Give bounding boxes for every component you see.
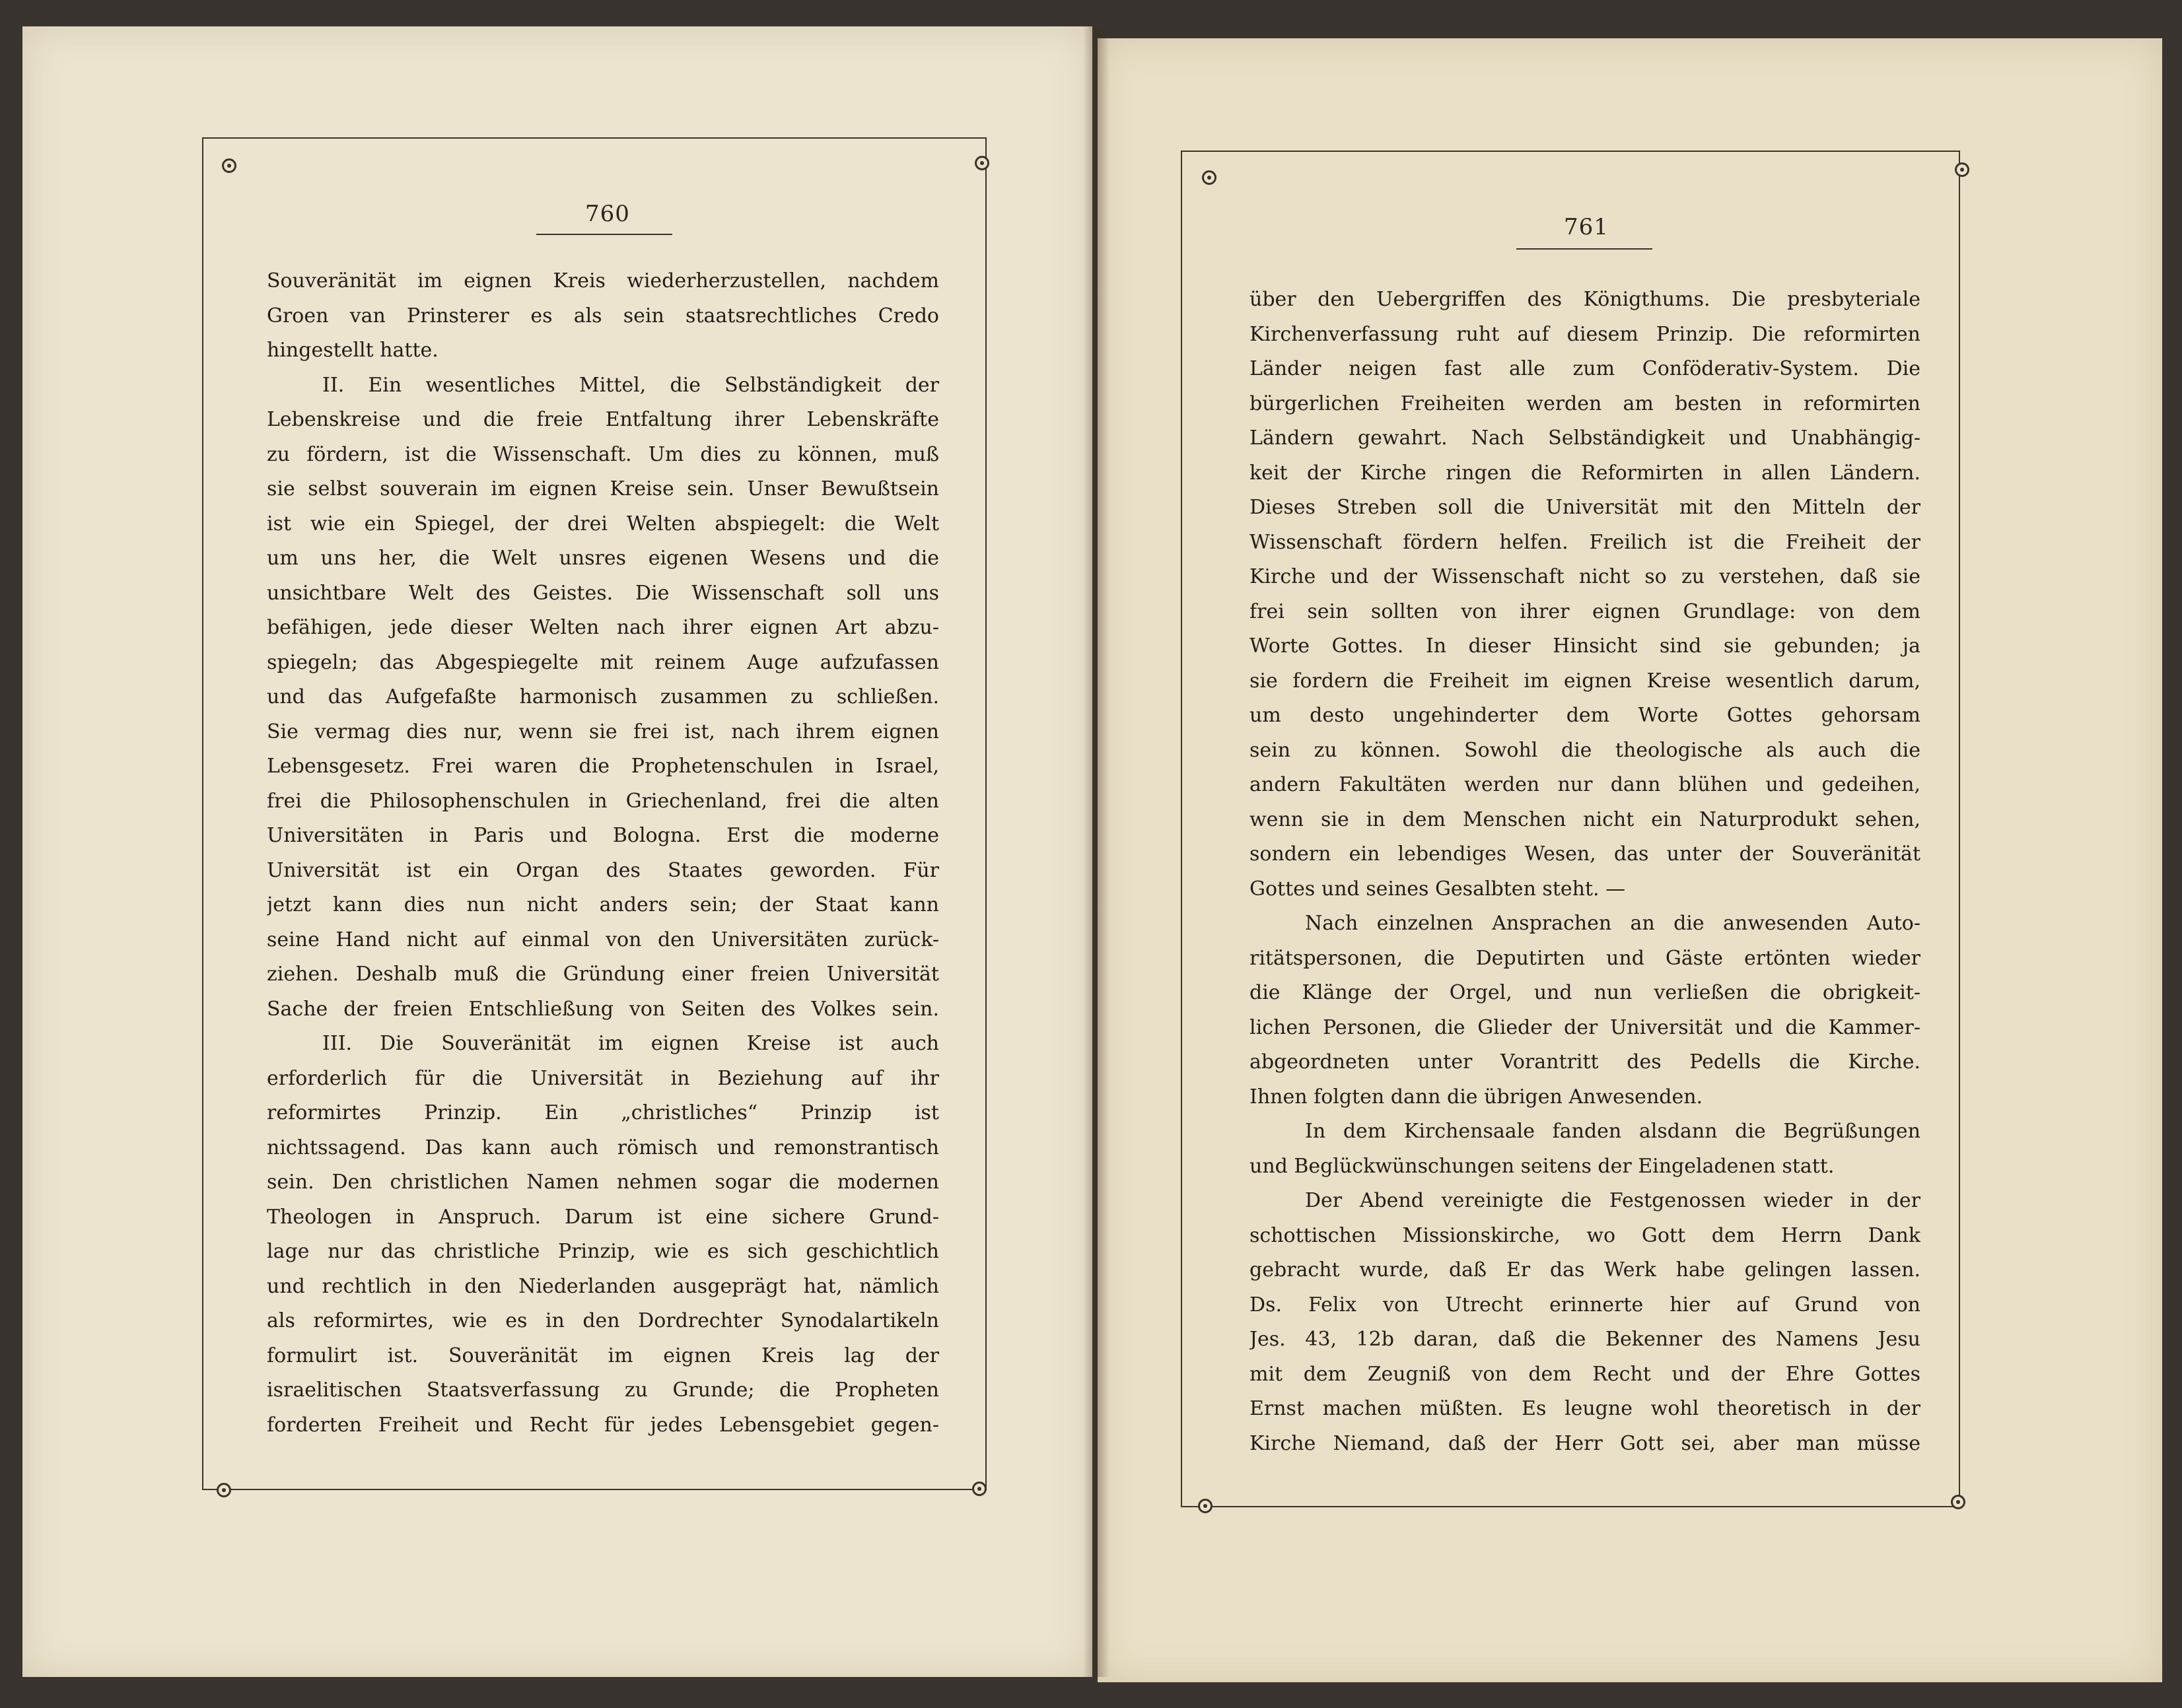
corner-ornament-icon xyxy=(975,156,989,170)
text-line: schottischen Missionskirche, wo Gott dem Herrn Dank xyxy=(1249,1223,1920,1247)
text-line: ritätspersonen, die Deputirten und Gäste ertönten wieder xyxy=(1249,946,1920,970)
text-line: Kirche Niemand, daß der Herr Gott sei, aber man müsse xyxy=(1249,1431,1920,1455)
text-line: Ihnen folgten dann die übrigen Anwesenden. xyxy=(1249,1085,1703,1109)
text-line: Dieses Streben soll die Universität mit den Mitteln der xyxy=(1249,496,1920,519)
text-line: Souveränität im eignen Kreis wiederherzustellen, nachdem xyxy=(267,269,939,292)
text-line: wenn sie in dem Menschen nicht ein Naturprodukt sehen, xyxy=(1249,807,1920,831)
text-line: sein. Den christlichen Namen nehmen sogar die modernen xyxy=(267,1171,939,1194)
text-line: Nach einzelnen Ansprachen an die anwesenden Auto- xyxy=(1305,912,1920,935)
corner-ornament-icon xyxy=(1198,1499,1213,1513)
text-line: formulirt ist. Souveränität im eignen Kreis lag der xyxy=(267,1344,939,1367)
text-line: In dem Kirchensaale fanden alsdann die Begrüßungen xyxy=(1305,1120,1920,1143)
corner-ornament-icon xyxy=(1951,1495,1965,1509)
text-line: Ernst machen müßten. Es leugne wohl theoretisch in der xyxy=(1249,1397,1920,1420)
corner-ornament-icon xyxy=(217,1483,231,1497)
text-line: um uns her, die Welt unsres eigenen Wesens und die xyxy=(267,547,939,570)
text-line: Ländern gewahrt. Nach Selbständigkeit und Unabhängig- xyxy=(1249,427,1920,450)
text-line: Theologen in Anspruch. Darum ist eine sichere Grund- xyxy=(267,1205,939,1229)
corner-ornament-icon xyxy=(222,158,236,173)
text-line: zu fördern, ist die Wissenschaft. Um dies zu können, muß xyxy=(267,442,939,466)
text-line: erforderlich für die Universität in Beziehung auf ihr xyxy=(267,1066,939,1090)
page-number-rule-right xyxy=(1516,248,1652,250)
text-line: frei sein sollten von ihrer eignen Grundlage: von dem xyxy=(1249,599,1920,623)
text-line: Jes. 43, 12b daran, daß die Bekenner des Namens Jesu xyxy=(1249,1328,1920,1351)
text-line: lichen Personen, die Glieder der Universität und die Kammer- xyxy=(1249,1015,1920,1039)
right-page-text xyxy=(1249,283,1920,1461)
book-gutter xyxy=(1083,26,1109,1677)
text-line: sondern ein lebendiges Wesen, das unter der Souveränität xyxy=(1249,842,1920,866)
text-line: um desto ungehinderter dem Worte Gottes gehorsam xyxy=(1249,704,1920,727)
text-line: sie fordern die Freiheit im eignen Kreise wesentlich darum, xyxy=(1249,669,1920,693)
text-line: Der Abend vereinigte die Festgenossen wieder in der xyxy=(1305,1189,1920,1212)
text-line: sein zu können. Sowohl die theologische als auch die xyxy=(1249,738,1920,762)
text-line: Universitäten in Paris und Bologna. Erst die moderne xyxy=(267,824,939,847)
text-line: ziehen. Deshalb muß die Gründung einer freien Universität xyxy=(267,963,939,986)
text-line: nichtssagend. Das kann auch römisch und remonstrantisch xyxy=(267,1136,939,1159)
text-line: frei die Philosophenschulen in Griechenland, frei die alten xyxy=(267,789,939,813)
text-line: als reformirtes, wie es in den Dordrechter Synodalartikeln xyxy=(267,1309,939,1332)
text-line: israelitischen Staatsverfassung zu Grunde; die Propheten xyxy=(267,1379,939,1402)
text-line: keit der Kirche ringen die Reformirten in allen Ländern. xyxy=(1249,461,1920,485)
text-line: lage nur das christliche Prinzip, wie es sich geschichtlich xyxy=(267,1240,939,1263)
text-line: forderten Freiheit und Recht für jedes Lebensgebiet gegen- xyxy=(267,1413,939,1437)
text-line: andern Fakultäten werden nur dann blühen und gedeihen, xyxy=(1249,773,1920,796)
text-line: seine Hand nicht auf einmal von den Universitäten zurück- xyxy=(267,928,939,951)
text-line: ist wie ein Spiegel, der drei Welten abspiegelt: die Welt xyxy=(267,512,939,535)
text-line: jetzt kann dies nun nicht anders sein; der Staat kann xyxy=(267,893,939,916)
page-number-right: 761 xyxy=(1564,214,1609,240)
text-line: sie selbst souverain im eignen Kreise sein. Unser Bewußtsein xyxy=(267,477,939,500)
text-line: II. Ein wesentliches Mittel, die Selbständigkeit der xyxy=(322,373,939,397)
text-line: Lebensgesetz. Frei waren die Prophetenschulen in Israel, xyxy=(267,755,939,778)
corner-ornament-icon xyxy=(1202,170,1216,185)
text-line: abgeordneten unter Vorantritt des Pedells die Kirche. xyxy=(1249,1050,1920,1074)
text-line: befähigen, jede dieser Welten nach ihrer eignen Art abzu- xyxy=(267,616,939,639)
text-line: und Beglückwünschungen seitens der Eingeladenen statt. xyxy=(1249,1154,1835,1178)
left-page-text xyxy=(267,264,939,1443)
text-line: spiegeln; das Abgespiegelte mit reinem Auge aufzufassen xyxy=(267,650,939,674)
text-line: Ds. Felix von Utrecht erinnerte hier auf Grund von xyxy=(1249,1293,1920,1316)
text-line: reformirtes Prinzip. Ein „christliches“ Prinzip ist xyxy=(267,1101,939,1124)
page-number-rule-left xyxy=(536,234,672,235)
text-line: Länder neigen fast alle zum Conföderativ-System. Die xyxy=(1249,357,1920,380)
text-line: Sache der freien Entschließung von Seiten des Volkes sein. xyxy=(267,997,939,1021)
text-line: Universität ist ein Organ des Staates geworden. Für xyxy=(267,858,939,882)
text-line: gebracht wurde, daß Er das Werk habe gelingen lassen. xyxy=(1249,1258,1920,1281)
text-line: über den Uebergriffen des Königthums. Die presbyteriale xyxy=(1249,288,1920,311)
text-line: Sie vermag dies nur, wenn sie frei ist, nach ihrem eignen xyxy=(267,720,939,743)
text-line: Kirche und der Wissenschaft nicht so zu verstehen, daß sie xyxy=(1249,565,1920,588)
text-line: bürgerlichen Freiheiten werden am besten in reformirten xyxy=(1249,392,1920,415)
text-line: Groen van Prinsterer es als sein staatsrechtliches Credo xyxy=(267,304,939,327)
text-line: III. Die Souveränität im eignen Kreise ist auch xyxy=(322,1032,939,1055)
text-line: hingestellt hatte. xyxy=(267,339,439,362)
text-line: mit dem Zeugniß von dem Recht und der Ehre Gottes xyxy=(1249,1362,1920,1386)
text-line: unsichtbare Welt des Geistes. Die Wissenschaft soll uns xyxy=(267,581,939,605)
text-line: und rechtlich in den Niederlanden ausgeprägt hat, nämlich xyxy=(267,1274,939,1298)
corner-ornament-icon xyxy=(1955,162,1969,177)
corner-ornament-icon xyxy=(972,1482,987,1496)
page-number-left: 760 xyxy=(585,201,630,227)
text-line: Kirchenverfassung ruht auf diesem Prinzip. Die reformirten xyxy=(1249,322,1920,346)
text-line: Gottes und seines Gesalbten steht. — xyxy=(1249,877,1626,901)
text-line: Wissenschaft fördern helfen. Freilich ist die Freiheit der xyxy=(1249,530,1920,554)
text-line: die Klänge der Orgel, und nun verließen die obrigkeit- xyxy=(1249,981,1920,1004)
text-line: und das Aufgefaßte harmonisch zusammen zu schließen. xyxy=(267,685,939,708)
text-line: Worte Gottes. In dieser Hinsicht sind sie gebunden; ja xyxy=(1249,634,1920,658)
text-line: Lebenskreise und die freie Entfaltung ihrer Lebenskräfte xyxy=(267,408,939,431)
